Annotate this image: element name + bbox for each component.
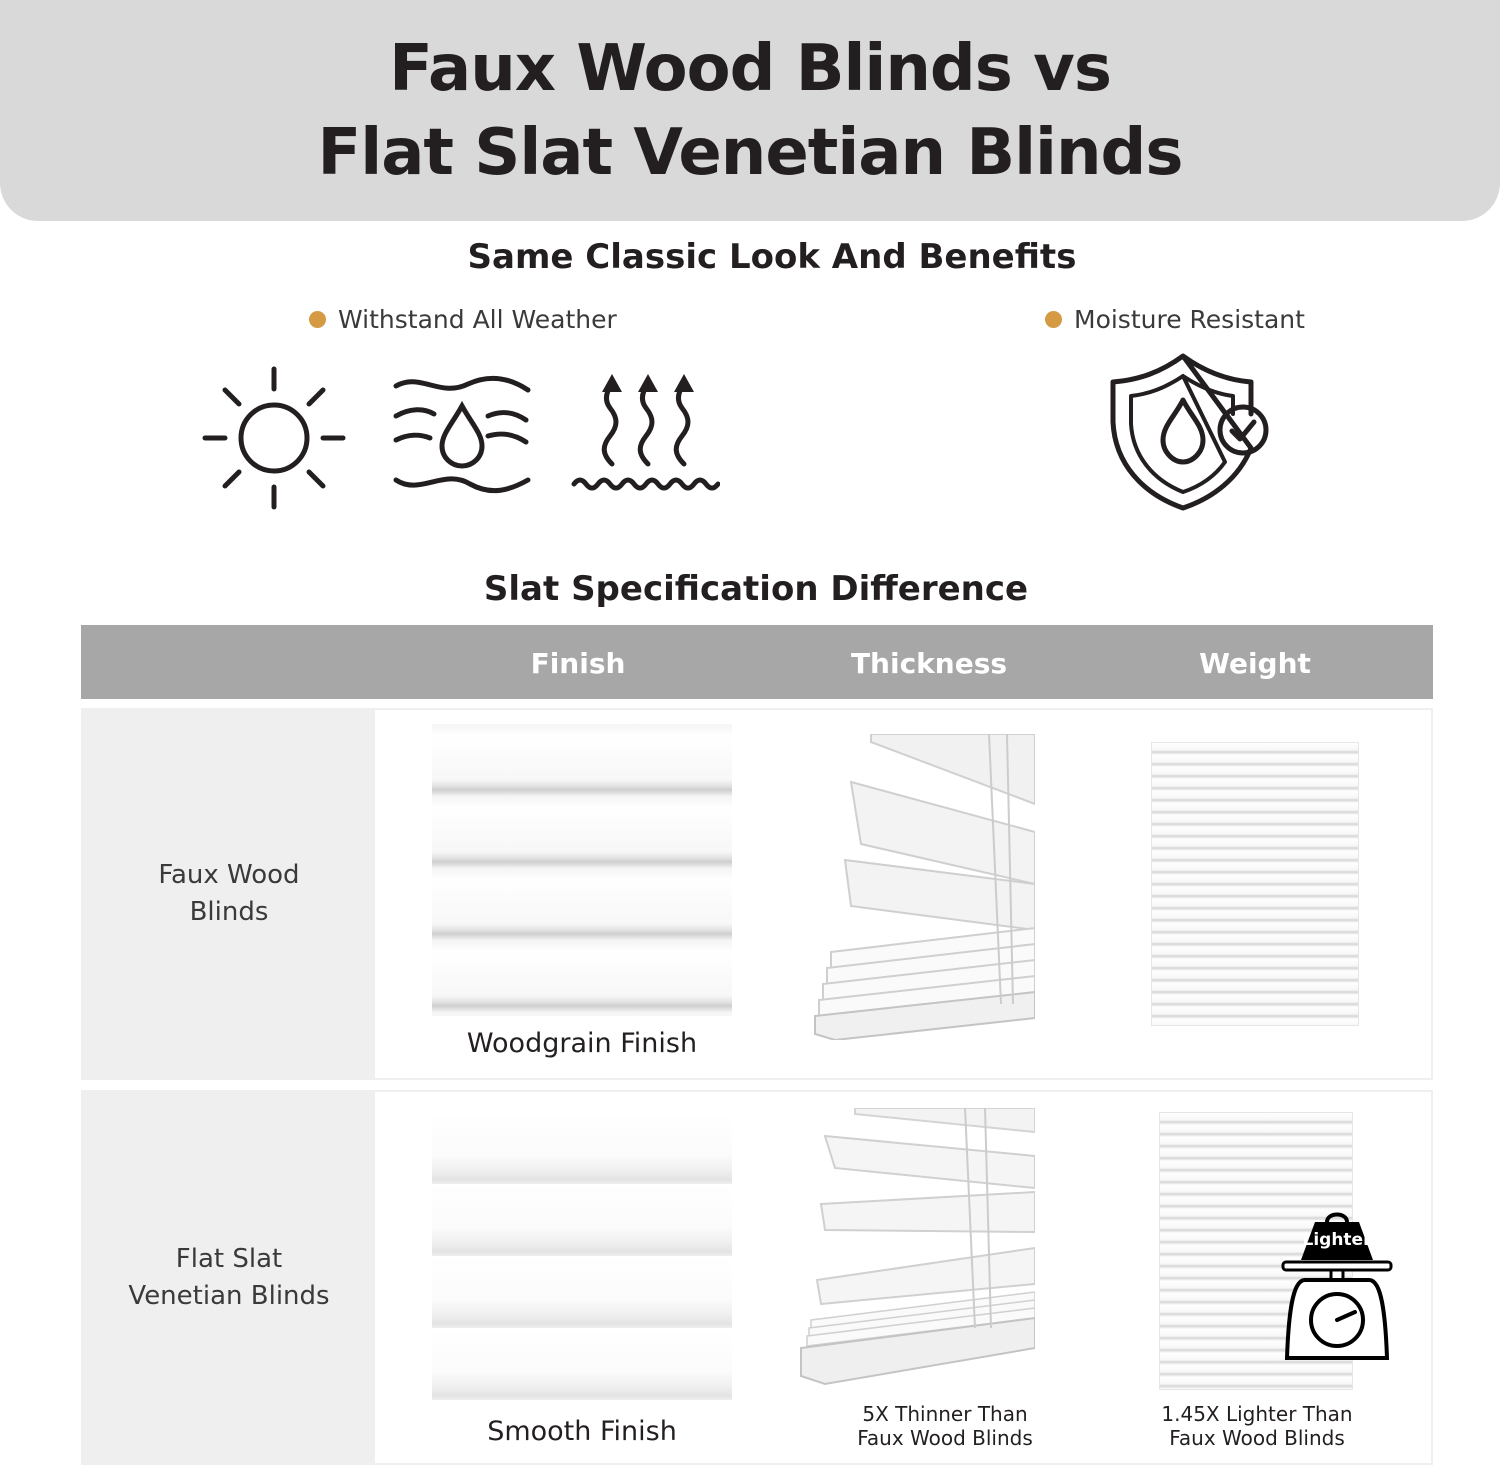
sun-icon [200, 365, 348, 513]
finish-caption: Smooth Finish [487, 1416, 677, 1447]
row-label-line-1: Flat Slat [175, 1243, 283, 1274]
column-thickness: Thickness [850, 647, 1008, 680]
bullet-dot [1045, 311, 1062, 328]
column-finish: Finish [530, 647, 626, 680]
benefits-heading: Same Classic Look And Benefits [467, 237, 1077, 277]
title-line-2: Flat Slat Venetian Blinds [317, 115, 1183, 190]
feature-moisture [1045, 305, 1305, 334]
weight-caption-line-2: Faux Wood Blinds [1169, 1426, 1345, 1450]
bullet-dot [309, 311, 326, 328]
faux-wood-thickness-image [811, 734, 1035, 1040]
weight-caption-line-1: 1.45X Lighter Than [1161, 1402, 1353, 1426]
rising-heat-icon [570, 370, 720, 500]
row-label-flat-slat [83, 1092, 375, 1463]
title-banner [0, 0, 1500, 221]
shield-drop-check-icon [1105, 352, 1275, 514]
row-label-line-1: Faux Wood [158, 860, 300, 890]
feature-moisture-label: Moisture Resistant [1074, 305, 1305, 334]
spec-table-header [81, 625, 1433, 699]
finish-caption: Woodgrain Finish [466, 1028, 698, 1059]
flat-slat-thickness-image [795, 1108, 1035, 1398]
thickness-caption-line-2: Faux Wood Blinds [857, 1426, 1033, 1450]
wind-water-drop-icon [390, 372, 535, 502]
faux-wood-weight-image [1151, 742, 1359, 1026]
feature-weather-label: Withstand All Weather [338, 305, 617, 334]
weight-caption [1107, 1402, 1407, 1450]
thickness-caption-line-1: 5X Thinner Than [862, 1402, 1028, 1426]
smooth-finish-image [432, 1112, 732, 1404]
title-line-1: Faux Wood Blinds vs [389, 31, 1111, 106]
table-row-faux-wood [81, 708, 1433, 1080]
row-label-line-2: Blinds [189, 897, 269, 927]
scale-tag-label: Lighter [1302, 1230, 1372, 1250]
feature-weather [309, 305, 617, 334]
row-label-faux-wood [83, 710, 375, 1078]
column-weight: Weight [1199, 647, 1311, 680]
spec-heading: Slat Specification Difference [483, 569, 1029, 609]
woodgrain-finish-image [432, 724, 732, 1016]
thickness-caption [795, 1402, 1095, 1450]
table-row-flat-slat [81, 1090, 1433, 1465]
row-label-line-2: Venetian Blinds [128, 1280, 330, 1311]
